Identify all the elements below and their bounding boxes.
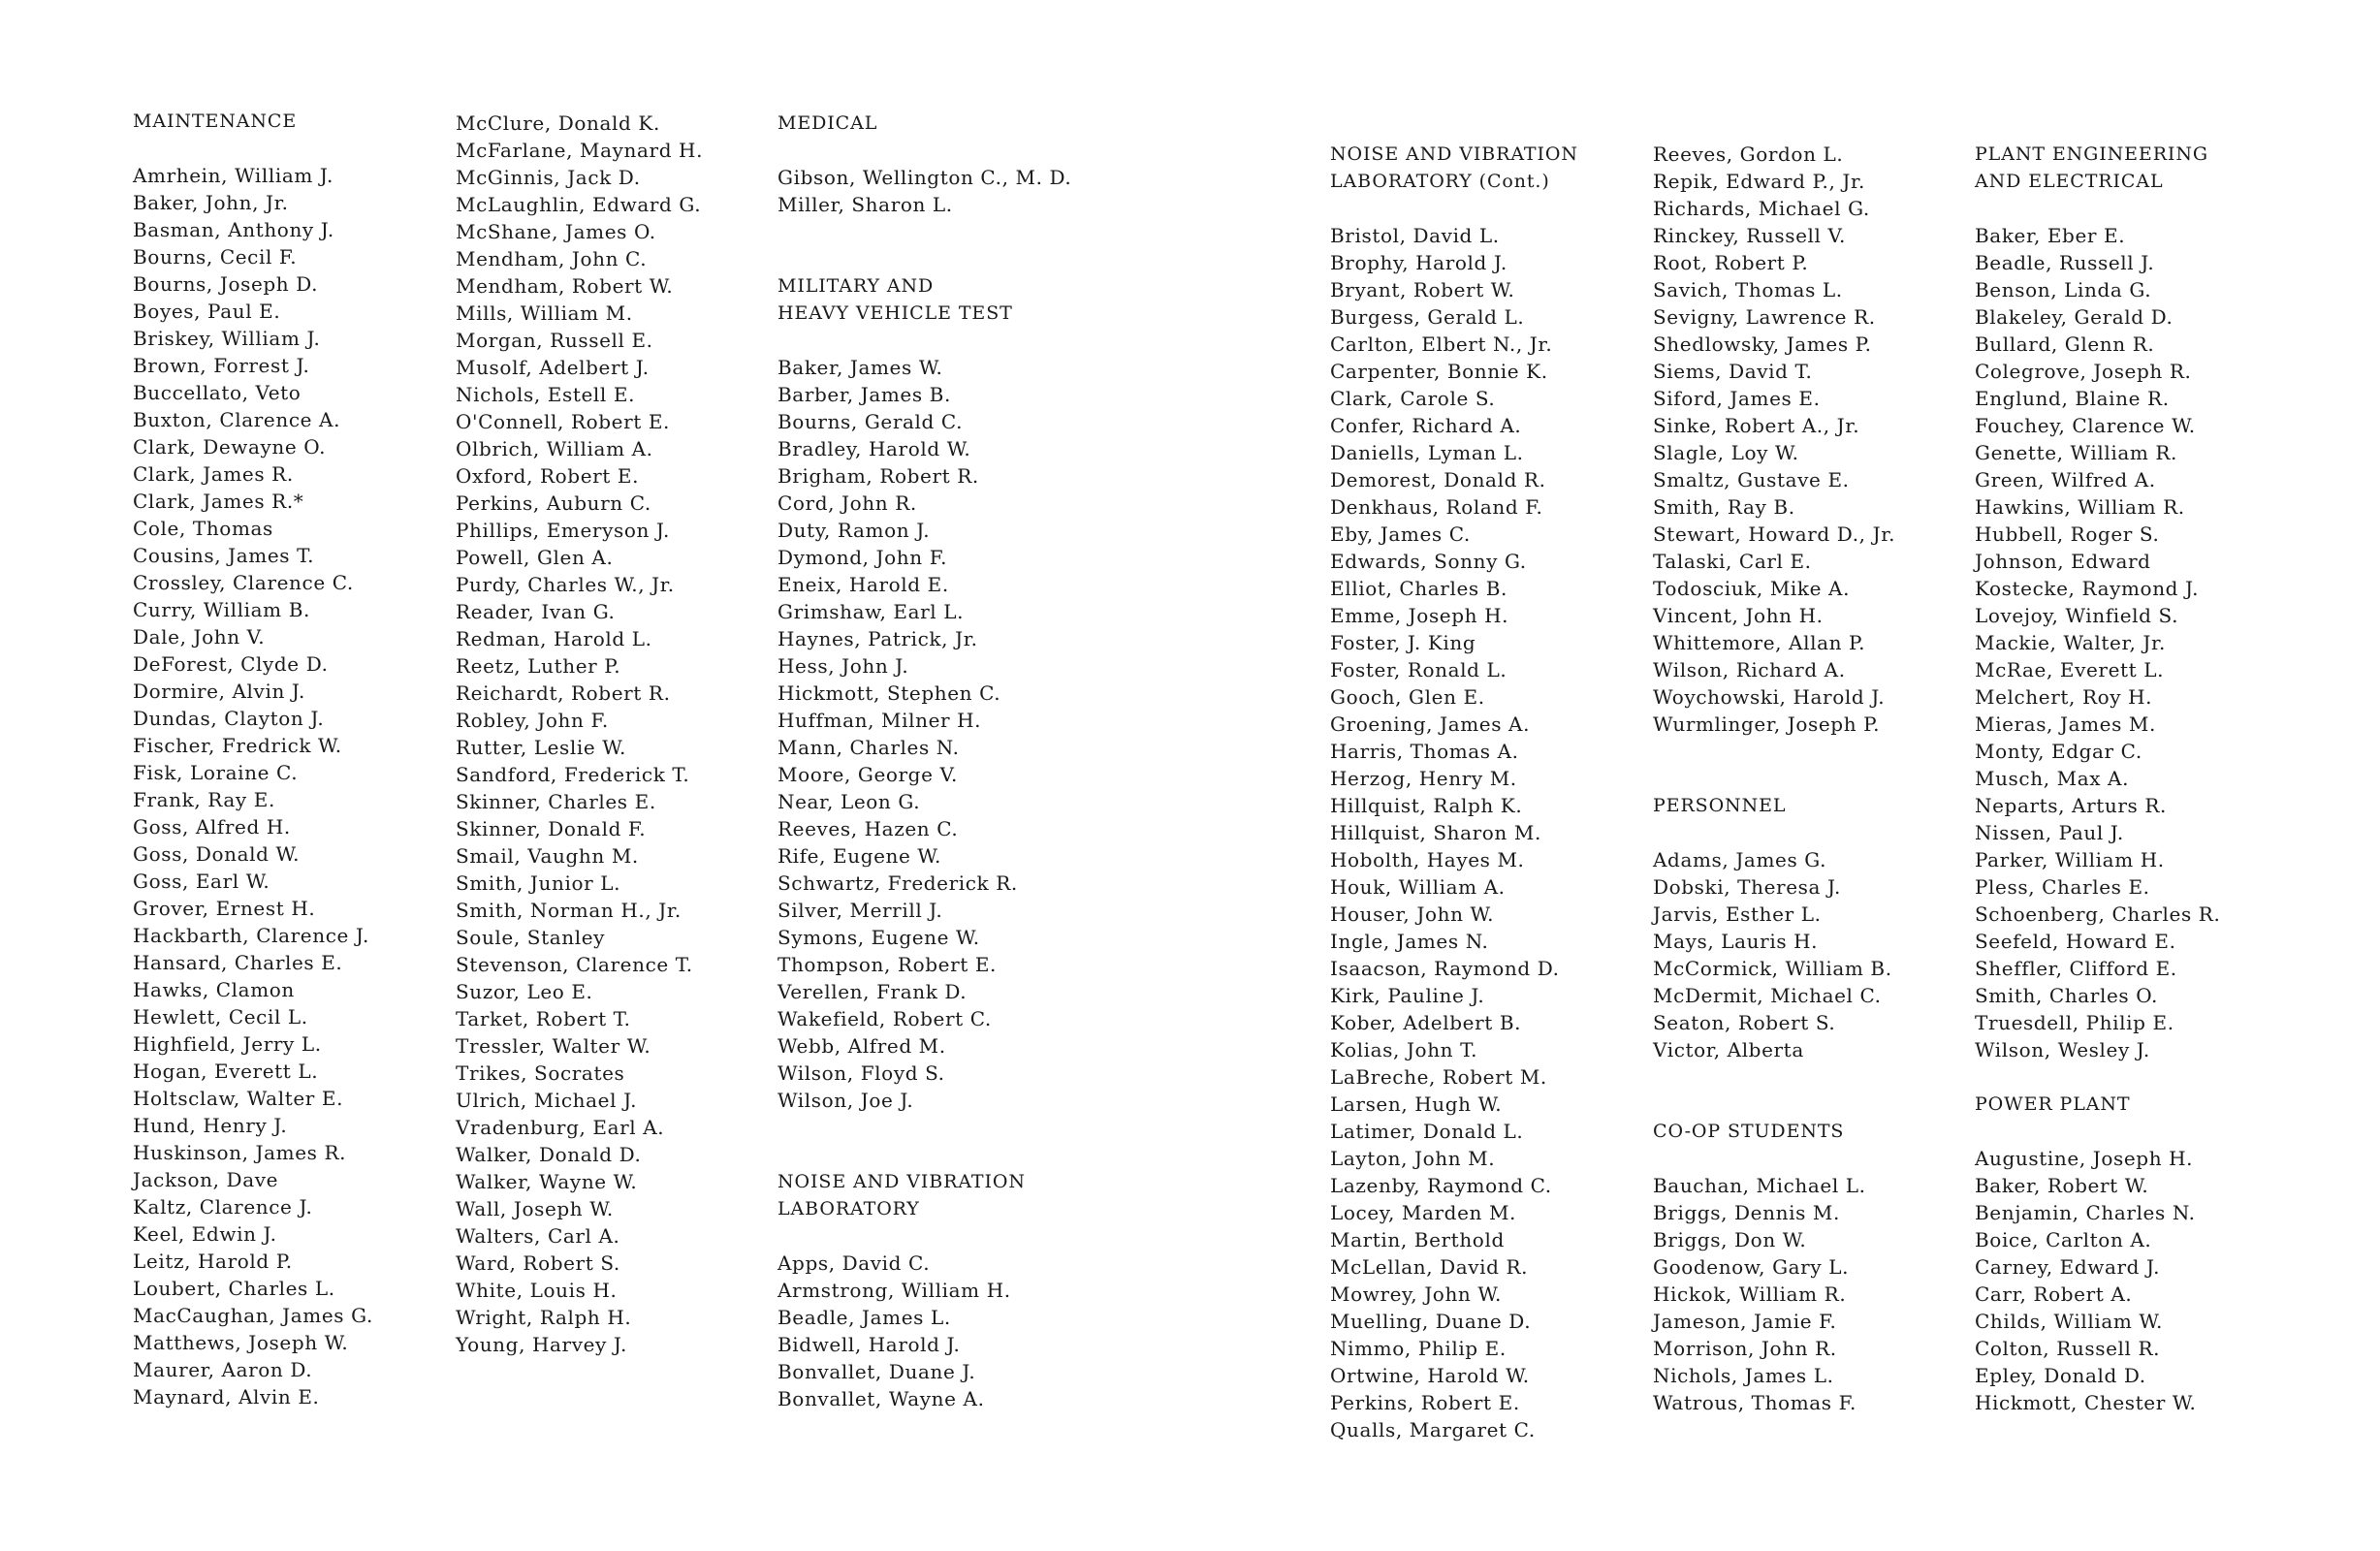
name-entry: Denkhaus, Roland F. (1330, 495, 1543, 519)
name-entry: Mendham, John C. (456, 247, 648, 270)
spacer (1975, 1118, 2285, 1145)
name-entry: Smith, Ray B. (1653, 495, 1795, 519)
name-entry: Dundas, Clayton J. (133, 707, 325, 730)
name-entry: Skinner, Charles E. (456, 790, 656, 813)
name-entry: Barber, James B. (777, 383, 951, 406)
name-entry: Vincent, John H. (1653, 604, 1824, 627)
name-entry: Mackie, Walter, Jr. (1975, 631, 2166, 654)
column-maintenance (133, 108, 443, 1410)
name-entry: Young, Harvey J. (456, 1333, 627, 1356)
name-entry: Qualls, Margaret C. (1330, 1418, 1536, 1441)
name-entry: McGinnis, Jack D. (456, 166, 641, 189)
name-entry: Beadle, James L. (777, 1306, 951, 1329)
spacer (777, 1222, 1088, 1250)
name-entry: Holtsclaw, Walter E. (133, 1087, 344, 1110)
section-title-personnel: PERSONNEL (1653, 795, 1787, 816)
name-entry: Bidwell, Harold J. (777, 1333, 961, 1356)
name-entry: Grover, Ernest H. (133, 897, 316, 920)
name-entry: Carr, Robert A. (1975, 1282, 2133, 1306)
name-entry: Trikes, Socrates (456, 1061, 625, 1085)
name-entry: Rutter, Leslie W. (456, 736, 626, 759)
name-entry: Fouchey, Clarence W. (1975, 414, 2196, 437)
name-entry: Isaacson, Raymond D. (1330, 957, 1560, 980)
name-entry: Sinke, Robert A., Jr. (1653, 414, 1860, 437)
name-entry: Verellen, Frank D. (777, 980, 968, 1003)
name-entry: Lovejoy, Winfield S. (1975, 604, 2179, 627)
name-entry: Genette, William R. (1975, 441, 2178, 464)
name-entry: Clark, Dewayne O. (133, 435, 327, 459)
name-entry: Reeves, Hazen C. (777, 817, 959, 840)
name-entry: Daniells, Lyman L. (1330, 441, 1524, 464)
name-entry: Mills, William M. (456, 301, 633, 325)
name-entry: Larsen, Hugh W. (1330, 1092, 1503, 1116)
name-list-noise (777, 1250, 1088, 1412)
name-entry: Gooch, Glen E. (1330, 685, 1485, 709)
name-entry: Bullard, Glenn R. (1975, 332, 2155, 356)
name-entry: Ulrich, Michael J. (456, 1089, 638, 1112)
name-entry: Mays, Lauris H. (1653, 930, 1819, 953)
name-entry: Benson, Linda G. (1975, 278, 2152, 301)
name-entry: Brigham, Robert R. (777, 464, 979, 488)
name-entry: Soule, Stanley (456, 926, 606, 949)
name-entry: Hess, John J. (777, 654, 909, 678)
name-entry: Highfield, Jerry L. (133, 1032, 322, 1056)
name-entry: Fisk, Loraine C. (133, 761, 299, 784)
spacer (777, 137, 1088, 164)
name-entry: Briggs, Dennis M. (1653, 1201, 1840, 1224)
name-entry: Confer, Richard A. (1330, 414, 1522, 437)
name-entry: Houk, William A. (1330, 875, 1506, 899)
name-entry: Baker, Eber E. (1975, 224, 2126, 247)
section-title-coop: CO-OP STUDENTS (1653, 1121, 1845, 1142)
name-entry: Schoenberg, Charles R. (1975, 902, 2221, 926)
column-maintenance-cont (456, 110, 766, 1358)
column-medical-military-noise (777, 110, 1088, 1412)
name-entry: Blakeley, Gerald D. (1975, 305, 2174, 329)
name-entry: Groening, James A. (1330, 712, 1531, 736)
name-entry: Olbrich, William A. (456, 437, 653, 460)
name-entry: Englund, Blaine R. (1975, 387, 2170, 410)
name-entry: Dymond, John F. (777, 546, 948, 569)
name-entry: Green, Wilfred A. (1975, 468, 2156, 491)
name-entry: Hillquist, Sharon M. (1330, 821, 1541, 844)
name-entry: Talaski, Carl E. (1653, 550, 1812, 573)
name-entry: Smith, Norman H., Jr. (456, 899, 682, 922)
name-entry: Powell, Glen A. (456, 546, 614, 569)
name-entry: Sevigny, Lawrence R. (1653, 305, 1876, 329)
column-noise-cont (1330, 141, 1640, 1443)
name-entry: Bonvallet, Wayne A. (777, 1387, 985, 1410)
name-entry: Thompson, Robert E. (777, 953, 997, 976)
spacer (1330, 195, 1640, 222)
name-entry: O'Connell, Robert E. (456, 410, 670, 433)
name-entry: Stevenson, Clarence T. (456, 953, 693, 976)
name-entry: Dale, John V. (133, 625, 266, 649)
name-entry: Ingle, James N. (1330, 930, 1489, 953)
name-entry: Nissen, Paul J. (1975, 821, 2124, 844)
name-entry: Melchert, Roy H. (1975, 685, 2153, 709)
name-entry: Smail, Vaughn M. (456, 844, 639, 868)
spacer (1975, 195, 2285, 222)
name-entry: Nimmo, Philip E. (1330, 1337, 1507, 1360)
name-list-noise-cont2 (1653, 141, 1963, 738)
name-entry: Huffman, Milner H. (777, 709, 982, 732)
name-list-military (777, 354, 1088, 1114)
name-entry: Seefeld, Howard E. (1975, 930, 2176, 953)
name-entry: Kaltz, Clarence J. (133, 1195, 313, 1219)
name-entry: Huskinson, James R. (133, 1141, 347, 1164)
name-entry: Loubert, Charles L. (133, 1277, 335, 1300)
name-entry: Mowrey, John W. (1330, 1282, 1502, 1306)
name-entry: Frank, Ray E. (133, 788, 275, 811)
name-entry: Foster, Ronald L. (1330, 658, 1507, 681)
name-entry: Brophy, Harold J. (1330, 251, 1507, 274)
name-entry: Hawks, Clamon (133, 978, 295, 1001)
name-entry: Wakefield, Robert C. (777, 1007, 992, 1030)
name-entry: Bonvallet, Duane J. (777, 1360, 976, 1383)
name-entry: Carlton, Elbert N., Jr. (1330, 332, 1553, 356)
name-list-plant (1975, 222, 2285, 1063)
section-title-noise-cont-2: LABORATORY (Cont.) (1330, 171, 1550, 192)
name-entry: Whittemore, Allan P. (1653, 631, 1866, 654)
name-entry: Grimshaw, Earl L. (777, 600, 965, 623)
name-entry: McClure, Donald K. (456, 111, 660, 135)
name-list-maintenance-cont (456, 110, 766, 1358)
name-entry: Wall, Joseph W. (456, 1197, 614, 1220)
name-entry: Duty, Ramon J. (777, 519, 931, 542)
name-entry: Cousins, James T. (133, 544, 315, 567)
name-entry: Pless, Charles E. (1975, 875, 2150, 899)
name-entry: Demorest, Donald R. (1330, 468, 1546, 491)
name-entry: Kirk, Pauline J. (1330, 984, 1485, 1007)
column-plant-power (1975, 141, 2285, 1416)
name-entry: Sheffler, Clifford E. (1975, 957, 2177, 980)
name-entry: Sandford, Frederick T. (456, 763, 690, 786)
name-entry: Matthews, Joseph W. (133, 1331, 349, 1354)
name-entry: Curry, William B. (133, 598, 310, 621)
name-entry: Dormire, Alvin J. (133, 680, 305, 703)
name-entry: Boyes, Paul E. (133, 300, 281, 323)
name-entry: Wilson, Wesley J. (1975, 1038, 2150, 1061)
name-list-noise-cont (1330, 222, 1640, 1443)
name-entry: Jackson, Dave (133, 1168, 279, 1191)
name-entry: Bauchan, Michael L. (1653, 1174, 1866, 1197)
name-entry: Briskey, William J. (133, 327, 321, 350)
name-entry: Maurer, Aaron D. (133, 1358, 313, 1381)
name-entry: Redman, Harold L. (456, 627, 652, 650)
section-title-noise-cont-1: NOISE AND VIBRATION (1330, 143, 1578, 165)
name-entry: Maynard, Alvin E. (133, 1385, 320, 1409)
name-entry: Walker, Wayne W. (456, 1170, 638, 1193)
name-entry: Perkins, Robert E. (1330, 1391, 1520, 1414)
name-entry: Nichols, Estell E. (456, 383, 636, 406)
name-entry: Hickmott, Chester W. (1975, 1391, 2197, 1414)
section-title-plant-2: AND ELECTRICAL (1975, 171, 2164, 192)
name-list-medical (777, 164, 1088, 218)
name-entry: MacCaughan, James G. (133, 1304, 373, 1327)
name-entry: Leitz, Harold P. (133, 1250, 293, 1273)
name-entry: Symons, Eugene W. (777, 926, 980, 949)
name-entry: Smith, Junior L. (456, 871, 621, 895)
name-entry: Bourns, Joseph D. (133, 272, 319, 296)
spacer (777, 327, 1088, 354)
name-entry: Smith, Charles O. (1975, 984, 2158, 1007)
name-entry: Nichols, James L. (1653, 1364, 1834, 1387)
name-entry: Siford, James E. (1653, 387, 1821, 410)
name-entry: Reichardt, Robert R. (456, 681, 671, 705)
name-entry: Hickmott, Stephen C. (777, 681, 1001, 705)
name-entry: Truesdell, Philip E. (1975, 1011, 2174, 1034)
spacer (777, 1114, 1088, 1168)
name-entry: Seaton, Robert S. (1653, 1011, 1836, 1034)
name-entry: Hubbell, Roger S. (1975, 522, 2160, 546)
name-entry: Phillips, Emeryson J. (456, 519, 670, 542)
name-entry: Carney, Edward J. (1975, 1255, 2161, 1279)
name-entry: Armstrong, William H. (777, 1279, 1011, 1302)
name-entry: Reeves, Gordon L. (1653, 142, 1844, 166)
name-entry: McCormick, William B. (1653, 957, 1892, 980)
name-entry: Houser, John W. (1330, 902, 1495, 926)
name-entry: Clark, James R. (133, 462, 294, 486)
name-entry: Perkins, Auburn C. (456, 491, 651, 515)
name-entry: Wilson, Joe J. (777, 1089, 914, 1112)
name-entry: Stewart, Howard D., Jr. (1653, 522, 1896, 546)
section-title-medical: MEDICAL (777, 112, 878, 134)
name-list-power (1975, 1145, 2285, 1416)
name-entry: McLaughlin, Edward G. (456, 193, 702, 216)
section-title-noise-1: NOISE AND VIBRATION (777, 1171, 1026, 1192)
name-entry: Apps, David C. (777, 1251, 931, 1275)
name-entry: Bourns, Gerald C. (777, 410, 964, 433)
name-entry: Hobolth, Hayes M. (1330, 848, 1525, 871)
name-entry: Savich, Thomas L. (1653, 278, 1843, 301)
name-entry: Buxton, Clarence A. (133, 408, 341, 431)
name-entry: Baker, James W. (777, 356, 943, 379)
name-entry: Webb, Alfred M. (777, 1034, 946, 1058)
name-entry: Purdy, Charles W., Jr. (456, 573, 675, 596)
name-entry: Latimer, Donald L. (1330, 1120, 1524, 1143)
name-entry: Rife, Eugene W. (777, 844, 942, 868)
name-entry: Musolf, Adelbert J. (456, 356, 650, 379)
name-entry: Silver, Merrill J. (777, 899, 943, 922)
name-entry: Kober, Adelbert B. (1330, 1011, 1522, 1034)
name-entry: Wurmlinger, Joseph P. (1653, 712, 1881, 736)
name-entry: Emme, Joseph H. (1330, 604, 1509, 627)
name-entry: Briggs, Don W. (1653, 1228, 1807, 1251)
name-entry: Hewlett, Cecil L. (133, 1005, 308, 1029)
name-entry: Hawkins, William R. (1975, 495, 2185, 519)
spacer (1653, 819, 1963, 846)
name-entry: Reetz, Luther P. (456, 654, 621, 678)
name-entry: Suzor, Leo E. (456, 980, 593, 1003)
name-entry: Repik, Edward P., Jr. (1653, 170, 1865, 193)
name-entry: Cord, John R. (777, 491, 917, 515)
name-list-maintenance (133, 162, 443, 1410)
name-entry: White, Louis H. (456, 1279, 618, 1302)
name-entry: Goss, Earl W. (133, 870, 270, 893)
name-entry: Mendham, Robert W. (456, 274, 674, 298)
name-entry: Woychowski, Harold J. (1653, 685, 1886, 709)
name-entry: Richards, Michael G. (1653, 197, 1870, 220)
name-entry: Ortwine, Harold W. (1330, 1364, 1530, 1387)
name-entry: DeForest, Clyde D. (133, 652, 329, 676)
name-entry: Dobski, Theresa J. (1653, 875, 1841, 899)
spacer (777, 218, 1088, 272)
name-entry: Crossley, Clarence C. (133, 571, 354, 594)
name-entry: Rinckey, Russell V. (1653, 224, 1847, 247)
name-entry: Hansard, Charles E. (133, 951, 343, 974)
section-title-maintenance: MAINTENANCE (133, 111, 298, 132)
name-entry: Foster, J. King (1330, 631, 1476, 654)
name-entry: Mieras, James M. (1975, 712, 2156, 736)
name-entry: Haynes, Patrick, Jr. (777, 627, 978, 650)
name-entry: Benjamin, Charles N. (1975, 1201, 2196, 1224)
name-entry: Elliot, Charles B. (1330, 577, 1507, 600)
spacer (1653, 1063, 1963, 1118)
name-entry: Parker, William H. (1975, 848, 2165, 871)
name-entry: Neparts, Arturs R. (1975, 794, 2167, 817)
name-entry: Boice, Carlton A. (1975, 1228, 2152, 1251)
name-entry: Kostecke, Raymond J. (1975, 577, 2200, 600)
name-entry: Cole, Thomas (133, 517, 273, 540)
name-entry: Robley, John F. (456, 709, 609, 732)
name-entry: Amrhein, William J. (133, 164, 333, 187)
name-entry: Moore, George V. (777, 763, 958, 786)
name-entry: Hickok, William R. (1653, 1282, 1847, 1306)
name-entry: Harris, Thomas A. (1330, 740, 1519, 763)
spacer (1653, 738, 1963, 765)
name-entry: Adams, James G. (1653, 848, 1827, 871)
name-entry: Brown, Forrest J. (133, 354, 310, 377)
name-entry: Ward, Robert S. (456, 1251, 620, 1275)
name-entry: Near, Leon G. (777, 790, 921, 813)
name-entry: Kolias, John T. (1330, 1038, 1478, 1061)
name-entry: Walker, Donald D. (456, 1143, 642, 1166)
name-entry: Fischer, Fredrick W. (133, 734, 342, 757)
name-entry: McShane, James O. (456, 220, 656, 243)
name-entry: LaBreche, Robert M. (1330, 1065, 1547, 1089)
section-title-military-2: HEAVY VEHICLE TEST (777, 302, 1013, 324)
spacer (133, 135, 443, 162)
name-entry: Lazenby, Raymond C. (1330, 1174, 1552, 1197)
name-entry: Colegrove, Joseph R. (1975, 360, 2192, 383)
name-entry: Hackbarth, Clarence J. (133, 924, 369, 947)
name-entry: Johnson, Edward (1975, 550, 2151, 573)
section-title-noise-2: LABORATORY (777, 1198, 920, 1219)
name-entry: Bryant, Robert W. (1330, 278, 1515, 301)
name-entry: Mann, Charles N. (777, 736, 960, 759)
name-entry: Goss, Alfred H. (133, 815, 291, 839)
name-entry: Wright, Ralph H. (456, 1306, 632, 1329)
name-entry: Siems, David T. (1653, 360, 1813, 383)
name-entry: Colton, Russell R. (1975, 1337, 2161, 1360)
name-entry: Layton, John M. (1330, 1147, 1496, 1170)
name-entry: Shedlowsky, James P. (1653, 332, 1872, 356)
name-entry: Hund, Henry J. (133, 1114, 288, 1137)
name-entry: Wilson, Floyd S. (777, 1061, 945, 1085)
name-entry: Monty, Edgar C. (1975, 740, 2142, 763)
name-entry: Vradenburg, Earl A. (456, 1116, 665, 1139)
name-entry: Oxford, Robert E. (456, 464, 640, 488)
name-list-personnel (1653, 846, 1963, 1063)
name-entry: Epley, Donald D. (1975, 1364, 2146, 1387)
name-entry: Hillquist, Ralph K. (1330, 794, 1523, 817)
name-entry: Clark, James R.* (133, 490, 304, 513)
name-entry: Miller, Sharon L. (777, 193, 953, 216)
name-entry: Locey, Marden M. (1330, 1201, 1516, 1224)
name-entry: Watrous, Thomas F. (1653, 1391, 1856, 1414)
section-title-military-1: MILITARY AND (777, 275, 935, 297)
name-entry: Basman, Anthony J. (133, 218, 334, 241)
name-entry: McRae, Everett L. (1975, 658, 2165, 681)
name-entry: Morrison, John R. (1653, 1337, 1837, 1360)
spacer (1653, 765, 1963, 792)
name-entry: Gibson, Wellington C., M. D. (777, 166, 1072, 189)
name-entry: Walters, Carl A. (456, 1224, 620, 1248)
name-entry: Eby, James C. (1330, 522, 1471, 546)
name-entry: Victor, Alberta (1653, 1038, 1804, 1061)
name-entry: Hogan, Everett L. (133, 1060, 319, 1083)
name-entry: Jameson, Jamie F. (1653, 1310, 1837, 1333)
name-entry: Clark, Carole S. (1330, 387, 1496, 410)
name-entry: Childs, William W. (1975, 1310, 2164, 1333)
name-entry: Skinner, Donald F. (456, 817, 647, 840)
name-entry: Baker, John, Jr. (133, 191, 289, 214)
name-entry: Beadle, Russell J. (1975, 251, 2155, 274)
name-entry: Todosciuk, Mike A. (1653, 577, 1851, 600)
name-entry: Carpenter, Bonnie K. (1330, 360, 1548, 383)
name-entry: Jarvis, Esther L. (1653, 902, 1822, 926)
name-entry: Tarket, Robert T. (456, 1007, 631, 1030)
name-entry: Reader, Ivan G. (456, 600, 616, 623)
name-entry: Tressler, Walter W. (456, 1034, 651, 1058)
name-entry: Baker, Robert W. (1975, 1174, 2149, 1197)
name-entry: Goss, Donald W. (133, 842, 301, 866)
name-entry: Eneix, Harold E. (777, 573, 949, 596)
name-entry: Wilson, Richard A. (1653, 658, 1846, 681)
name-entry: Slagle, Loy W. (1653, 441, 1799, 464)
name-entry: McFarlane, Maynard H. (456, 139, 704, 162)
name-entry: Bristol, David L. (1330, 224, 1500, 247)
section-title-power: POWER PLANT (1975, 1093, 2131, 1115)
name-entry: Buccellato, Veto (133, 381, 301, 404)
name-entry: Keel, Edwin J. (133, 1222, 277, 1246)
spacer (1653, 1145, 1963, 1172)
name-entry: Bradley, Harold W. (777, 437, 971, 460)
spacer (1975, 1063, 2285, 1091)
name-entry: Bourns, Cecil F. (133, 245, 298, 269)
name-entry: Goodenow, Gary L. (1653, 1255, 1850, 1279)
name-entry: Martin, Berthold (1330, 1228, 1505, 1251)
name-list-coop (1653, 1172, 1963, 1416)
name-entry: McDermit, Michael C. (1653, 984, 1882, 1007)
name-entry: Augustine, Joseph H. (1975, 1147, 2194, 1170)
section-title-plant-1: PLANT ENGINEERING (1975, 143, 2208, 165)
name-entry: McLellan, David R. (1330, 1255, 1529, 1279)
name-entry: Root, Robert P. (1653, 251, 1809, 274)
name-entry: Smaltz, Gustave E. (1653, 468, 1850, 491)
name-entry: Musch, Max A. (1975, 767, 2130, 790)
name-entry: Muelling, Duane D. (1330, 1310, 1532, 1333)
name-entry: Schwartz, Frederick R. (777, 871, 1018, 895)
name-entry: Burgess, Gerald L. (1330, 305, 1525, 329)
column-noise-personnel-coop (1653, 141, 1963, 1416)
name-entry: Herzog, Henry M. (1330, 767, 1517, 790)
name-entry: Edwards, Sonny G. (1330, 550, 1527, 573)
name-entry: Morgan, Russell E. (456, 329, 653, 352)
